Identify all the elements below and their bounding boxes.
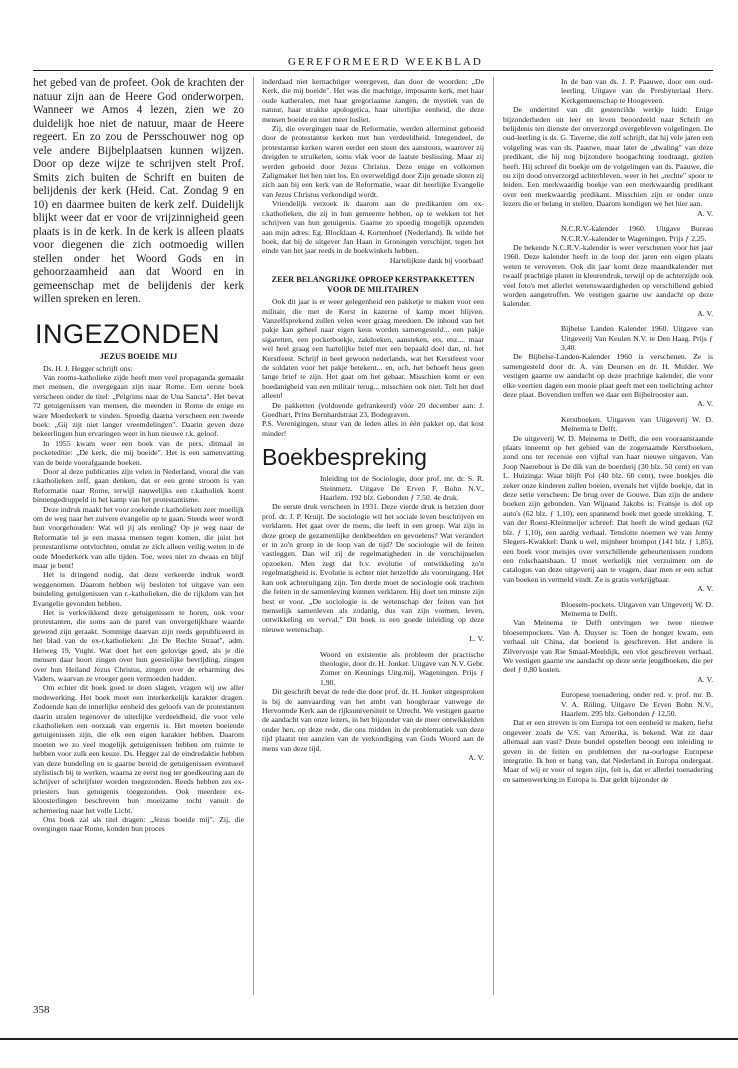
footer-rule [0, 1038, 738, 1040]
paragraph: De pakketten (voldoende gefrankeerd) vóór 20 december aan: J. Goedhart, Prins Bernhardstraat 23, Bodegraven. [262, 400, 484, 419]
article-title: JEZUS BOEIDE MIJ [99, 351, 178, 361]
header-rule [33, 70, 713, 71]
column-2 [262, 77, 484, 995]
appeal-title: ZEER BELANGRIJKE OPROEP KERSTPAKKETTEN VOOR DE MILITAIREN [271, 275, 475, 295]
paragraph: Deze indruk maakt het voor zoekende r.katholieken zeer moeilijk om de weg naar het zuivere evangelie op te gaan. Steeds weer wordt hun voorgehouden: Wat wil jij als eenling? Op je weg naar de Reformatie tel je een massa mensen tegen komen, die juist het protestantisme ontvluchten, omdat ze zich alleen veilig weten in de oude Moederkerk van alle tijden. Toe, wees niet zo dwaas en blijf maar je bent! [33, 504, 244, 571]
review-text: De ondertitel van dit gestencilde werkje luidt: Enige bijzonderheden uit leer en leven beoordeeld naar Schrift en belijdenis ten dienste der onverzorgd overgebleven volgelingen. De oud-leerling is ds. G. Taverne, die zelf schrijft, dat hij vele jaren een volgeling was van ds. Paauwe, maar later de „dwaling" van deze predikant, die hij nog bijzondere hoogachting toedraagt, gezien heeft. Hij schreef dit boekje om de volgelingen van ds. Paauwe, die nu zijn dood onverzorgd achterbleven, weer in het „rechte" spoor te leiden. Een merkwaardig boekje van een merkwaardig predikant over een merkwaardig predikant. Misschien zijn er onder onze lezers die er belang in stellen. Daarom kondigen we het hier aan. [503, 105, 713, 209]
signature: L. V. [469, 634, 484, 644]
paragraph: Ons boek zal als titel dragen: „Jezus boeide mij". Zij, die overgingen naar Rome, konden hun proces [33, 815, 244, 834]
book-heading: In de ban van ds. J. P. Paauwe, door een oud-leerling. Uitgave van de Presbyteriaal Herv. Kerkgemeenschap te Hoogeveen. [561, 77, 713, 105]
signature: A. V. [697, 399, 713, 409]
paragraph: Ds. H. J. Hegger schrijft ons: [43, 363, 133, 373]
paragraph: Om echter dit boek goed te doen slagen, vragen wij uw aller medewerking. Het boek moet een interkerkelijk karakter dragen. Zodoende kan de innerlijke eenheid des geloofs van de protestanten daarin stralen tegenover de uiterlijke verdeeldheid, die voor vele r.katholieken een oorzaak van ergernis is. Het moeten boeiende getuigenissen zijn, die elk een eigen karakter hebben. Daarom moeten we zo veel mogelijk getuigenissen hebben om ruimte te hebben voor zulk een keuze. Ds. Hegger zal de eindredaktie hebben van deze bundeling en is gaarne bereid de getuigenissen eventueel stylistisch bij te werken, waarna ze eerst nog ter goedkeuring aan de schrijver of schrijfster worden toegezonden. Reeds hebben zes ex-priesters hun getuigenis toegezonden. Ook meerdere ex-kloosterlingen beschreven hun moeizame tocht vanuit de schemering naar het volle Licht. [33, 683, 244, 815]
review-text: Dit geschrift bevat de rede die door prof. dr. H. Jonker uitgesproken is bij de aanvaarding van het ambt van hoogleraar vanwege de Hervormde Kerk aan de rijksuniversiteit te Utrecht. We vestigen gaarne de aandacht van onze lezers, in het bijzonder van de meer ontwikkelden onder hen, op deze rede, die ons midden in de problematiek van deze tijd plaatst ten aanzien van de verkondiging van Gods Woord aan de mens van deze tijd. [262, 687, 484, 753]
paragraph: Vriendelijk verzoek ik daarom aan de predikanten om ex-r.katholieken, die zij in hun gemeente hebben, op te wekken tot het schrijven van hun getuigenis. Gaarne zo spoedig mogelijk opzenden aan mijn adres: Eg. Blocklaan 4, Kortenhoef (Nederland). Ik wilde het boek, dat bij de uitgever Jan Haan in Groningen verschijnt, tegen het einde van het jaar reeds in de boekwinkels hebben. [262, 199, 484, 256]
book-heading: Europese toenadering, onder red. v. prof. mr. B. V. A. Röling. Uitgave De Erven Bohn N.V., Haarlem. 295 blz. Gebonden ƒ 12,50. [561, 690, 713, 718]
review-text: De eerste druk verscheen in 1931. Deze vierde druk is herzien door prof. dr. J. P. Kruijt. De sociologie wil het sociale leven beschrijven en verklaren. Het gaat over de mens, die leeft in een groep. Wat zijn in deze groep de gezamenlijke denkbeelden en gevoelens? Wat verandert er in zo'n groep in de loop van de tijd? De sociologie wil de feiten vastleggen. Dan wil zij de regelmatigheden in de verschijnselen opzoeken. Men zegt dat b.v. evolutie of ontwikkeling zo'n regelmatigheid is. Evolutie is echter niet hetzelfde als vooruitgang. Het kan ook achteruitgang zijn. Ten derde moet de sociologie ook trachten die feiten in de samenleving kunnen verklaren. Hij doet ten minste zijn best er voor. „De sociologie is de wetenschap der feiten van het menselijk samenleven als zodanig, dus van zijn vormen, leven, ontwikkeling en verval." Dit boek is een goede inleiding op deze nieuwe wetenschap. [262, 502, 484, 634]
review-text: Dat er een streven is om Europa tot een eenheid te maken, liefst ongeveer zoals de V.S. van Amerika, is bekend. Wat zit daar allemaal aan vast? Deze bundel opstellen beoogt een inleiding te geven in de feiten en problemen der na-oorlogse Europese integratie. Ik ben er bang van, dat Nederland in Europa ondergaat. Maar of wij er voor of tegen zijn, feit is, dat er allerlei toenadering en samenwerking in Europa is. Dat geldt bijzonder de [503, 718, 713, 784]
paragraph: Van rooms-katholieke zijde heeft men veel propaganda gemaakt met mensen, die overgegaan zijn naar Rome. Een eerste boek verscheen onder de titel: „Pelgrims naar de Una Sancta". Het bevat 72 getuigenissen van mensen, die meenden in Rome de enige en ware Moederkerk te vinden. Spoedig daarna verscheen een tweede boek: „Gij zijt niet langer vreemdelingen". Daarin geven deze bekeerlingen hun ervaringen weer in hun nieuwe r.k. geloof. [33, 372, 244, 439]
column-3 [503, 77, 713, 995]
letter-body [33, 364, 244, 834]
column-1 [33, 77, 244, 995]
paragraph: Het is verkwikkend deze getuigenissen te horen, ook voor protestanten, die soms aan de parel van onvergelijkbare waarde gewend zijn geraakt. Sommige daarvan zijn reeds gepubliceerd in het blad van de ex-r.katholieken: „In De Rechte Straat", adm. Heiweg 19, Vught. Wat doet het een gelovige goed, als je die mensen daar hoort zingen over hun geestelijke bevrijding, zingen over hun Heiland Jezus Christus, zingen over de erbarming des Vaders, waarvan ze vroeger geen vermoeden hadden. [33, 608, 244, 683]
paragraph: Het is dringend nodig, dat deze verkeerde indruk wordt weggenomen. Daarom hebben wij besloten tot uitgave van een bundeling getuigenissen van r.-katholieken, die de rijkdom van het Evangelie gevonden hebben. [33, 570, 244, 608]
review-text: De bekende N.C.R.V.-kalender is weer verschenen voor het jaar 1960. Deze kalender heeft in de loop der jaren een eigen plaats weten te veroveren. Ook dit jaar komt deze maandkalender met twaalf prachtige platen in kleurendruk, terwijl op de achterzijde ook veel foto's met allerlei wetenswaardigheden op verschillend gebied worden aangetroffen. We vestigen gaarne uw aandacht op deze kalender. [503, 242, 713, 309]
review-text: De uitgeverij W. D. Meinema te Delft, die een vooraanstaande plaats inneemt op het gebied van de zogenaamde Kerstboeken, zond ons ter recensie een vijftal van haar nieuwe uitgaven. Van Joop Naerebout is De dik van de boerderij (30 blz. 50 cent) en van L. Huizinga: Waar blijft Pol (40 blz. 60 cent), twee boekjes die zeker onze kinderen zullen boeien, evenals het vijfde boekje, dat in deze serie verscheen: De brug over de Gouwe. Dan zijn de andere boeken zijn gebonden. Van Wijnand Jakobs is: Fransje is dol op auto's (62 blz. ƒ 1,10), een spannend boek met goede strekking. T. van der Roest-Kleinmeijer schreef: Dat heeft de wind gedaan (62 blz. ƒ 1,10), een aardig verhaal. Tenslotte noemen we van Jenny Slegers-Kwakkel: Dank u wel, mijnheer brompot (141 blz. ƒ 1,85), een boek voor meisjes over verschillende gebeurtenissen rondom een rolschaatsbaan. U moet werkelijk niet verzuimen om de catalogus van deze uitgeverij aan te vragen, daar men er een schat van boeken in vermeld vindt. Ze is gratis verkrijgbaar. [503, 433, 713, 584]
book-heading: N.C.R.V.-kalender 1960. Uitgave Bureau N.C.R.V.-kalender te Wageningen. Prijs ƒ 2,25. [561, 224, 713, 243]
review-text: Van Meinema te Delft ontvingen we twee nieuwe bloesempockets. Van A. Duyser is: Toen de honger kwam, een verhaal uit China, dat boeiend is geschreven. Het andere is Zilvervosje van Rie Smaal-Meeldijk, een vlot geschreven verhaal. We vestigen gaarne uw aandacht op deze serie jeugdboeken, die per deel ƒ 0,80 kosten. [503, 618, 713, 675]
paragraph: Door al deze publicaties zijn velen in Nederland, vooral die van r.katholieken zelf, gaan denken, dat er een grote stroom is van Reformatie naar Rome, terwijl nauwelijks een r.katholiek komt binnengedruppeld in het kamp van het protestantisme. [33, 466, 244, 505]
book-heading: Woord en existentie als probleem der practische theologie, door dr. H. Jonker. Uitgave van N.V. Gebr. Zomer en Keunings Uitg.mij, Wageningen. Prijs ƒ 1,90. [320, 649, 484, 687]
continued-text: het gebed van de profeet. Ook de krachten der natuur zijn aan de Heere God onderworpen. Wanneer we Amos 4 lezen, zien we zo duidelijk hoe niet de natuur, maar de Heere regeert. En zo zou de Persschouwer nog op vele andere Bijbelplaatsen kunnen wijzen. Door op deze wijze te schrijven stelt Prof. Smits zich buiten de Schrift en buiten de belijdenis der kerk (Heid. Cat. Zondag 9 en 10) en daarmee buiten de kerk zelf. Duidelijk blijkt weer dat er voor de vrijzinnigheid geen plaats is in de kerk. In de kerk is alleen plaats voor diegenen die zich ootmoedig willen stellen onder het Woord Gods en in gehoorzaamheid aan dat Woord en in gemeenschap met de belijdenis der kerk willen spreken en leren. [33, 77, 244, 305]
column-divider [253, 77, 254, 995]
book-heading: Kerstboeken. Uitgaven van Uitgeverij W. D. Meinema te Delft. [561, 414, 713, 434]
section-title-boekbespreking: Boekbespreking [262, 444, 427, 471]
page-number: 358 [33, 1004, 50, 1016]
paragraph: Hartelijkste dank bij voorbaat! [389, 255, 484, 265]
book-heading: Bloesem-pockets. Uitgaven van Uitgeverij W. D. Meinema te Delft. [561, 599, 713, 618]
column-divider [493, 77, 494, 995]
review-text: De Bijbelse-Landen-Kalender 1960 is verschenen. Ze is samengesteld door dr. A. van Deursen en dr. H. Mulder. We vestigen gaarne uw aandacht op deze prachtige kalender, die voor elke veertien dagen een mooie plaat geeft met een toelichting achter deze plaat. Bovendien treffen we daar een Bijbelrooster aan. [503, 352, 713, 399]
book-heading: Inleiding tot de Sociologie, door prof. mr. dr. S. R. Steinmetz. Uitgave De Erven F. Bohn N.V., Haarlem. 192 blz. Gebonden ƒ 7.50. 4e druk. [320, 474, 484, 503]
paragraph: inderdaad niet kernachtiger weergeven, dan door de woorden: „De Kerk, die mij boeide". Het was die machtige, imposante kerk, met haar oude katheralen, met haar gregoriaanse zangen, de mystiek van de natuur, haar strakke apologetica, haar uiterlijke eenheid, die deze mensen boeide en niet meer losliet. [262, 77, 484, 124]
running-header: GEREFORMEERD WEEKBLAD [288, 56, 483, 68]
book-heading: Bijbelse Landen Kalender 1960. Uitgave van Uitgeverij Van Keulen N.V. te Den Haag. Prijs ƒ 3,40. [561, 324, 713, 352]
signature: A. V. [468, 753, 484, 762]
paragraph: Zij, die overgingen naar de Reformatie, werden allerminst geboeid door de protestantse kerken met hun verdeeldheid. Integendeel, de protestantse kerken waren eerder een steen des aanstoots, waarover zij dreigden te struikelen, soms vlak voor de laatste beslissing. Maar zij werden geboeid door Jezus Christus. Deze enige en volkomen Zaligmaker liet hen niet los. En overweldigd door Zijn genade sloten zij zich aan bij een kerk van de Reformatie, waar dit heerlijke Evangelie van Jezus Christus verkondigd wordt. [262, 124, 484, 199]
paragraph: In 1955 kwam weer een boek van de pers, ditmaal in pocketeditie: „De kerk, die mij boeide". Het is een samenvatting van de beide voorafgaande boeken. [33, 438, 244, 467]
signature: A. V. [697, 674, 713, 684]
paragraph: Ook dit jaar is er weer gelegenheid een pakketje te maken voor een militair, die met de Kerst in kazerne of kamp moet blijven. Vanzelfsprekend zullen velen weer graag meedoen. De inhoud van het pakje kan geheel naar eigen keus worden samengesteld... een pakje sigaretten, een pocketboekje, zakdoeken, aansteken, ets, enz.... maar wel heel graag een hartelijke brief met een bepaald doel dan, nl. het Kerstfeest. Schrijf in heel gewoon nederlands, wat het Kerstfeest voor de soldaten voor het pakje betekent... en, och, het behoeft heus geen lange brief te zijn. Het gaat om het gebaar. Misschien komt er een hoedanigheid van een militair terug... misschien ook niet. Telt het doel alleen! [262, 297, 484, 401]
paragraph: P.S. Verenigingen, stuur van de leden alles in één pakket op, dat kost minder! [262, 419, 484, 438]
signature: A. V. [697, 208, 713, 218]
section-title-ingezonden: INGEZONDEN [35, 318, 221, 349]
signature: A. V. [697, 584, 713, 594]
signature: A. V. [697, 308, 713, 318]
